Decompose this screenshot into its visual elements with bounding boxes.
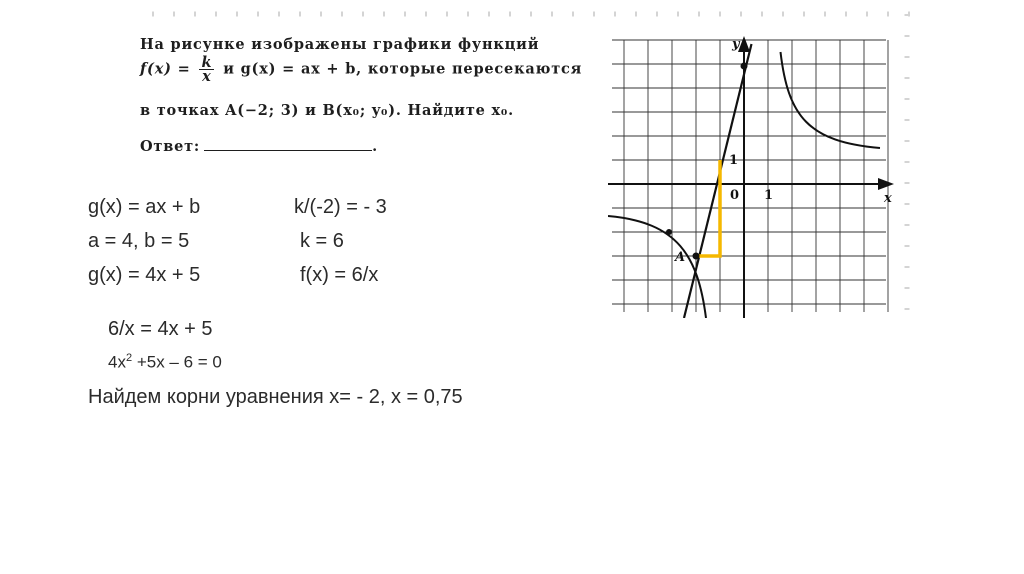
- quad-term: 4x: [108, 352, 126, 372]
- slide-right-dashed-border: [902, 14, 912, 326]
- function-f-lhs: f(x) =: [140, 60, 191, 78]
- problem-line-2-text: и g(x) = ax + b, которые пересекаются: [223, 60, 583, 78]
- y-axis-arrow-icon: [738, 36, 750, 52]
- quadratic-equation: [108, 352, 222, 373]
- problem-line-1: На рисунке изображены графики функций: [140, 36, 540, 53]
- k-value: k = 6: [300, 230, 344, 252]
- answer-label: Ответ:: [140, 138, 201, 155]
- problem-line-3: в точках A(−2; 3) и B(x₀; y₀). Найдите x₀.: [140, 102, 514, 119]
- line-g-graph: [684, 44, 752, 318]
- hyperbola-branch-right: [781, 52, 881, 148]
- function-graph: [608, 36, 898, 318]
- g-specific-formula: g(x) = 4x + 5: [88, 264, 201, 286]
- slide-top-dashed-border: [152, 10, 912, 18]
- origin-label: 0: [730, 188, 740, 203]
- point-a-label: A: [675, 250, 686, 265]
- roots-sentence: Найдем корни уравнения x= - 2, x = 0,75: [88, 386, 463, 408]
- quad-rest: +5x – 6 = 0: [132, 352, 222, 372]
- problem-line-2: [140, 56, 582, 83]
- fraction-k-over-x: [199, 56, 214, 83]
- answer-blank-line: [204, 138, 372, 151]
- x-axis-arrow-icon: [878, 178, 894, 190]
- y-tick-one-label: 1: [729, 153, 739, 168]
- fraction-numerator: k: [201, 54, 213, 71]
- point-a-dot: [693, 253, 700, 260]
- g-general-formula: g(x) = ax + b: [88, 196, 201, 218]
- graph-grid: [612, 40, 888, 312]
- hyperbola-branch-left: [608, 216, 706, 318]
- answer-row: [140, 138, 378, 155]
- x-tick-one-label: 1: [764, 188, 774, 203]
- a-b-values: a = 4, b = 5: [88, 230, 190, 252]
- f-specific-formula: f(x) = 6/x: [300, 264, 379, 286]
- answer-end-dot: .: [372, 138, 378, 155]
- y-axis-label: y: [732, 37, 740, 52]
- graph-axes: [608, 36, 894, 318]
- intersection-dot-left: [666, 229, 672, 235]
- x-axis-label: x: [884, 191, 892, 206]
- intersection-dot-upper: [741, 63, 748, 70]
- k-calculation: k/(-2) = - 3: [294, 196, 387, 218]
- fraction-denominator: x: [202, 68, 212, 85]
- quad-exponent: 2: [125, 352, 133, 364]
- equation-line: 6/x = 4x + 5: [108, 318, 213, 340]
